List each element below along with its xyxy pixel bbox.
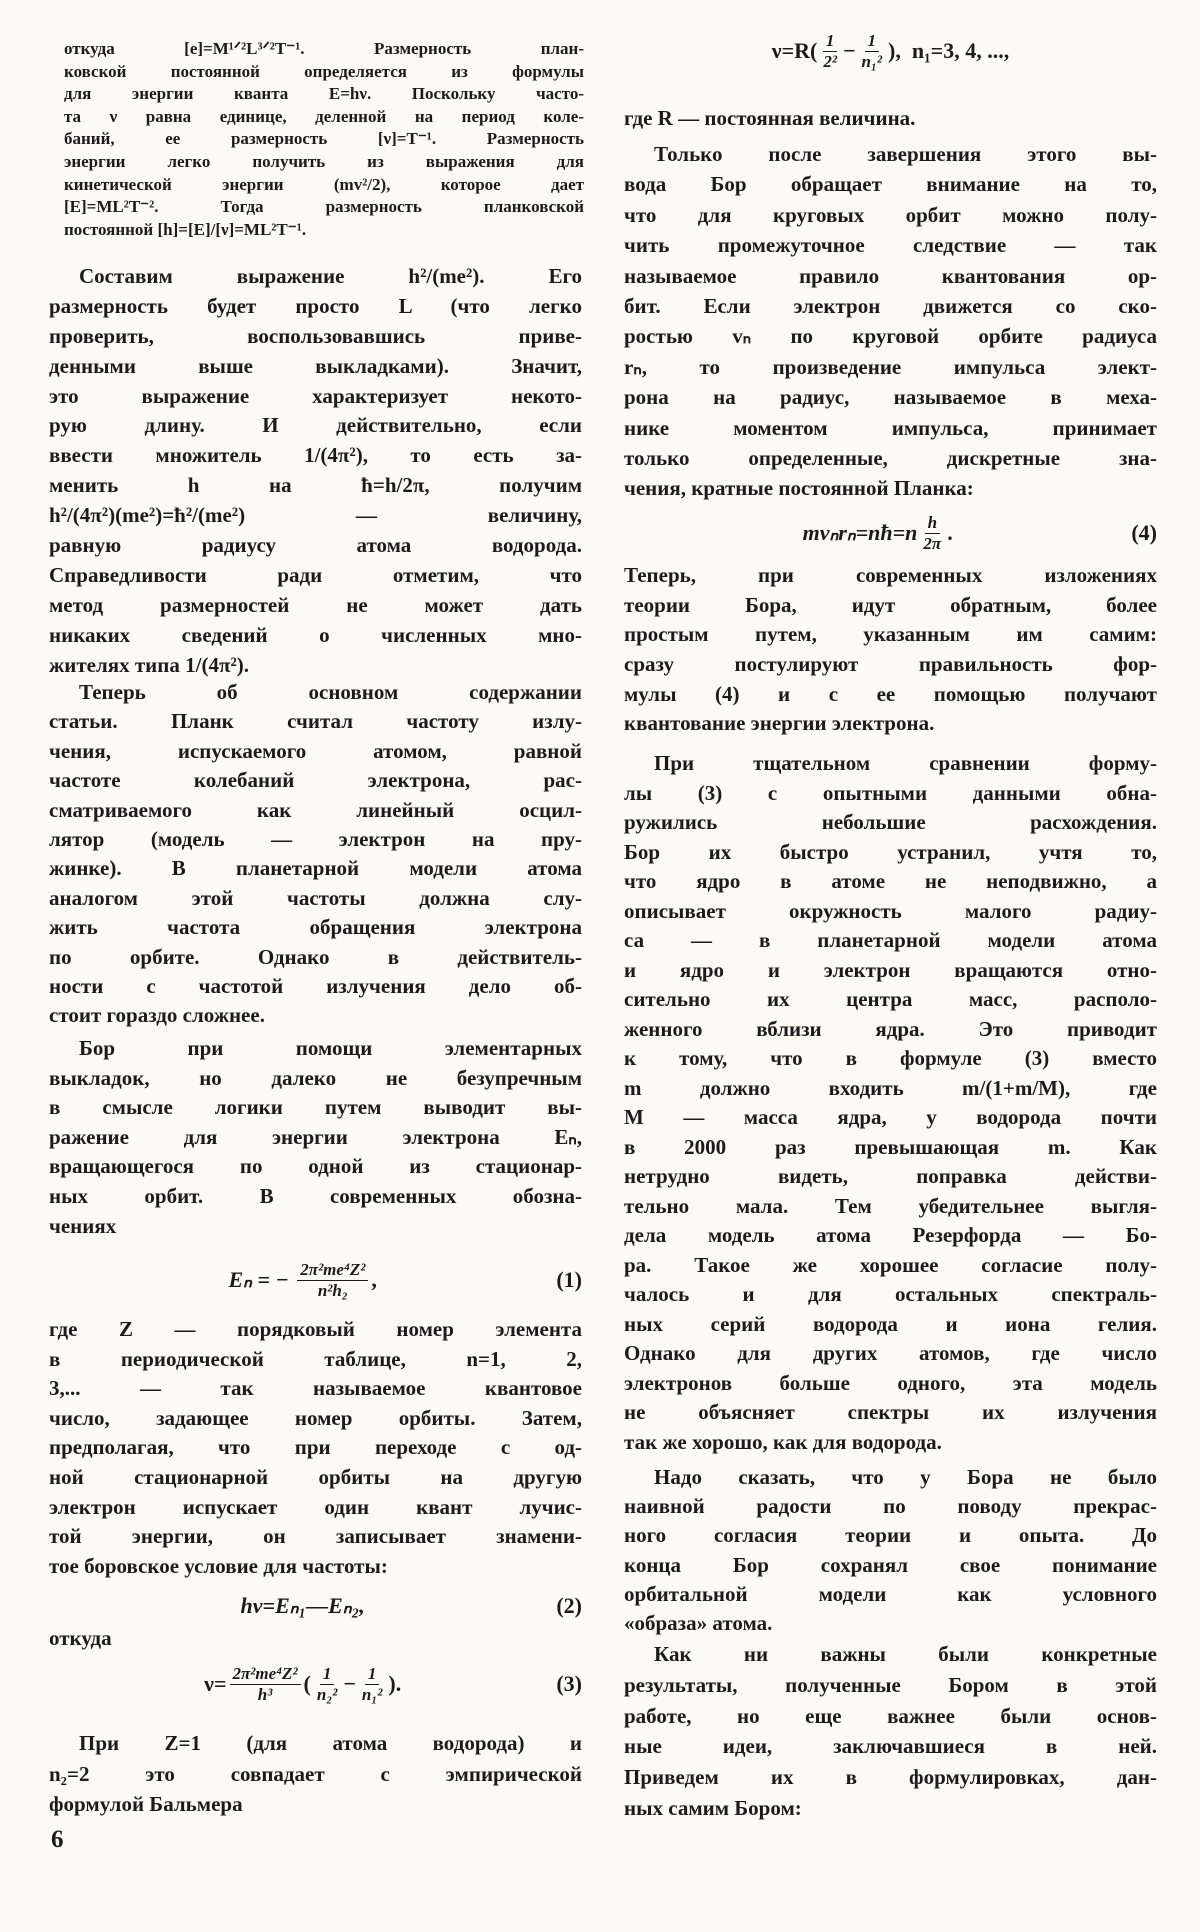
text-line: квантование энергии электрона. [624,711,935,736]
fraction [230,1664,301,1705]
formula-body [49,1664,556,1705]
text-line: мулы (4) и с ее помощью получают [624,681,1157,706]
text-line: электрон испускает один квант лучис- [49,1494,582,1519]
text-line: вращающегося по одной из стационар- [49,1154,582,1179]
text-line: ных орбит. В современных обозна- [49,1183,582,1208]
text-line: Приведем их в формулировках, дан- [624,1765,1157,1790]
fraction-denominator: 2² [823,51,837,71]
fraction [314,1664,340,1705]
text-line: ности с частотой излучения дело об- [49,973,582,998]
formula-text: ), n₁=3, 4, ..., [888,38,1010,63]
fraction [297,1260,368,1301]
text-line: ростью vₙ по круговой орбите радиуса [624,324,1157,349]
text-line: са — в планетарной модели атома [624,928,1157,952]
text-line: наивной радости по поводу прекрас- [624,1494,1157,1519]
text-line: к тому, что в формуле (3) вместо [624,1046,1157,1070]
text-line: Бор при помощи элементарных [79,1036,582,1060]
text-line: для энергии кванта E=hν. Поскольку часто- [64,84,584,104]
text-line: число, задающее номер орбиты. Затем, [49,1405,582,1430]
text-line: что ядро в атоме не неподвижно, а [624,869,1157,893]
text-line: чения, испускаемого атомом, равной [49,738,582,763]
text-line: та ν равна единице, деленной на период коле- [64,106,584,126]
text-line: лятор (модель — электрон на пру- [49,826,582,851]
formula-text: ν= [204,1671,227,1696]
text-line: проверить, воспользовавшись приве- [49,323,582,348]
text-line: называемое правило квантования ор- [624,263,1157,288]
text-line: ного согласия теории и опыта. До [624,1523,1157,1548]
text-line: 3,... — так называемое квантовое [49,1376,582,1401]
text-line: рона на радиус, называемое в меха- [624,385,1157,410]
text-line: лы (3) с опытными данными обна- [624,780,1157,805]
text-line: сительно их центра масс, располо- [624,987,1157,1011]
paragraph [624,139,1157,504]
text-line: рую длину. И действительно, если [49,413,582,438]
text-line: это выражение характеризует некото- [49,383,582,408]
text-line: менить h на ħ=h/2π, получим [49,473,582,498]
text-line: жить частота обращения электрона [49,915,582,940]
text-line: размерность будет просто L (что легко [49,293,582,318]
text-line: той энергии, он записывает знамени- [49,1524,582,1549]
formula-text: mvₙrₙ=nħ=n [802,520,918,545]
text-line: и ядро и электрон вращаются отно- [624,957,1157,982]
fraction-denominator: h³ [257,1684,273,1704]
paragraph [49,1034,582,1241]
text-line: Составим выражение h²/(me²). Его [79,264,582,288]
text-line: ных самим Бором: [624,1795,802,1820]
text-line: ражение для энергии электрона Eₙ, [49,1124,582,1149]
text-line: Справедливости ради отметим, что [49,562,582,587]
text-line: ные идеи, заключавшиеся в ней. [624,1734,1157,1759]
equation-number: (3) [556,1671,582,1696]
formula-text: ν=R( [771,38,818,63]
equation-number: (2) [556,1593,582,1618]
paragraph [624,561,1157,739]
text-line: выкладок, но далеко не безупречным [49,1065,582,1090]
text-line: где Z — порядковый номер элемента [49,1317,582,1341]
footnote-paragraph [64,38,584,241]
fraction-numerator: h [925,513,940,534]
fraction-denominator: n₂² [316,1684,338,1704]
text-line: ной стационарной орбиты на другую [49,1464,582,1489]
text-line: нетрудно видеть, поправка действи- [624,1164,1157,1188]
text-line: никаких сведений о численных мно- [49,622,582,647]
text-line: электронов больше одного, эта модель [624,1370,1157,1395]
text-line: стоит гораздо сложнее. [49,1003,265,1028]
text-line: не объясняет спектры их излучения [624,1400,1157,1424]
text-line: Как ни важны были конкретные [654,1642,1157,1666]
equation-3 [49,1657,582,1711]
formula-body [49,1593,556,1619]
paragraph [624,1463,1157,1638]
paragraph [49,678,582,1031]
text-line: вода Бор обращает внимание на то, [624,172,1157,197]
text-line: сразу постулируют правильность фор- [624,652,1157,677]
text-line: чениях [49,1213,117,1238]
text-line: чить промежуточное следствие — так [624,233,1157,258]
text-line: равную радиусу атома водорода. [49,533,582,558]
text-line: кинетической энергии (mv²/2), которое дает [64,174,584,194]
text-line: в 2000 раз превышающая m. Как [624,1134,1157,1159]
text-line: метод размерностей не может дать [49,592,582,617]
fraction-denominator: n₁² [861,51,883,71]
equation-4 [624,510,1157,556]
text-line: нике моментом импульса, принимает [624,415,1157,440]
text-line: [E]=ML²T⁻². Тогда размерность планковской [64,197,584,217]
text-line: ружились небольшие расхождения. [624,810,1157,834]
page-number: 6 [51,1826,64,1853]
fraction-numerator: 2π²me⁴Z² [230,1664,301,1685]
text-line: ввести множитель 1/(4π²), то есть за- [49,443,582,468]
text-line: женного вблизи ядра. Это приводит [624,1016,1157,1041]
text-line: в смысле логики путем выводит вы- [49,1095,582,1120]
formula-body [49,1260,556,1301]
paragraph [49,1728,582,1820]
equation-number: (1) [556,1267,582,1292]
text-line: rₙ, то произведение импульса элект- [624,354,1157,379]
text-line: h²/(4π²)(me²)=ħ²/(me²) — величину, [49,503,582,528]
text-line: работе, но еще важнее были основ- [624,1703,1157,1728]
text-line: Однако для других атомов, где число [624,1341,1157,1365]
text-line: теории Бора, идут обратным, более [624,592,1157,617]
fraction [359,1664,385,1705]
fraction-numerator: 1 [865,31,880,52]
paragraph [49,262,582,680]
text-line: При тщательном сравнении форму- [654,751,1157,775]
text-line: по орбите. Однако в действитель- [49,944,582,969]
text-line: дела модель атома Резерфорда — Бо- [624,1223,1157,1247]
text-line: тельно мала. Тем убедительнее выгля- [624,1193,1157,1218]
paragraph [624,103,1157,133]
text-line: Теперь об основном содержании [79,680,582,704]
text-line: ковской постоянной определяется из формулы [64,61,584,81]
text-line: ра. Такое же хорошее согласие полу- [624,1252,1157,1277]
fraction [859,31,885,72]
formula-body [624,513,1131,554]
text-line: чалось и для остальных спектраль- [624,1282,1157,1306]
text-line: откуда [49,1626,112,1650]
text-line: жителях типа 1/(4π²). [49,652,249,677]
equation-1 [49,1255,582,1305]
text-line: статьи. Планк считал частоту излу- [49,709,582,734]
text-line: сматриваемого как линейный осцил- [49,797,582,822]
fraction-numerator: 2π²me⁴Z² [297,1260,368,1281]
fraction-numerator: 1 [823,31,838,52]
formula-text: ( [303,1671,311,1696]
formula-text: hν=Eₙ₁—Eₙ₂, [240,1593,365,1618]
formula-text: Eₙ = − [228,1267,295,1292]
fraction [920,513,944,554]
text-line: описывает окружность малого радиу- [624,898,1157,923]
paragraph [49,1624,582,1654]
formula-text: − [842,38,856,63]
text-line: Надо сказать, что у Бора не было [654,1465,1157,1489]
text-line: m должно входить m/(1+m/M), где [624,1075,1157,1100]
paragraph [49,1315,582,1581]
text-line: чения, кратные постоянной Планка: [624,476,974,501]
text-line: Бор их быстро устранил, учтя то, [624,839,1157,864]
text-line: простым путем, указанным им самим: [624,622,1157,647]
text-line: постоянной [h]=[E]/[ν]=ML²T⁻¹. [64,219,307,239]
text-line: жинке). В планетарной модели атома [49,856,582,881]
paragraph [624,1639,1157,1824]
formula-text: − [343,1671,356,1696]
formula-text: . [947,520,953,545]
fraction-numerator: 1 [320,1664,335,1685]
text-line: орбитальной модели как условного [624,1581,1157,1606]
text-line: аналогом этой частоты должна слу- [49,885,582,910]
text-line: ных серий водорода и иона гелия. [624,1311,1157,1336]
fraction-denominator: n₁² [361,1684,383,1704]
fraction [820,31,840,72]
text-line: M — масса ядра, у водорода почти [624,1105,1157,1129]
text-line: частоте колебаний электрона, рас- [49,768,582,793]
text-line: n₂=2 это совпадает с эмпирической [49,1761,582,1786]
fraction-denominator: n²h₂ [317,1280,348,1300]
formula-body [624,31,1157,72]
text-line: что для круговых орбит можно полу- [624,202,1157,227]
equation-2 [49,1591,582,1621]
text-line: так же хорошо, как для водорода. [624,1429,942,1454]
text-line: тое боровское условие для частоты: [49,1553,388,1578]
text-line: предполагая, что при переходе с од- [49,1435,582,1460]
text-line: энергии легко получить из выражения для [64,151,584,171]
text-line: где R — постоянная величина. [624,106,916,130]
text-line: При Z=1 (для атома водорода) и [79,1731,582,1755]
text-line: откуда [e]=M¹ᐟ²L³ᐟ²T⁻¹. Размерность план- [64,39,584,58]
text-line: баний, ее размерность [ν]=T⁻¹. Размерность [64,129,584,149]
formula-text: , [371,1267,377,1292]
formula-text: ). [388,1671,402,1696]
fraction-denominator: 2π [923,533,942,553]
text-line: в периодической таблице, n=1, 2, [49,1346,582,1371]
fraction-numerator: 1 [365,1664,380,1685]
text-line: только определенные, дискретные зна- [624,445,1157,470]
balmer-formula [624,25,1157,77]
text-line: Только после завершения этого вы- [654,142,1157,166]
text-line: бит. Если электрон движется со ско- [624,293,1157,318]
text-line: результаты, полученные Бором в этой [624,1672,1157,1697]
text-line: Теперь, при современных изложениях [624,563,1157,587]
text-line: «образа» атома. [624,1610,773,1635]
text-line: формулой Бальмера [49,1792,243,1816]
equation-number: (4) [1131,520,1157,545]
text-line: конца Бор сохранял свое понимание [624,1552,1157,1577]
text-line: денными выше выкладками). Значит, [49,353,582,378]
paragraph [624,749,1157,1457]
